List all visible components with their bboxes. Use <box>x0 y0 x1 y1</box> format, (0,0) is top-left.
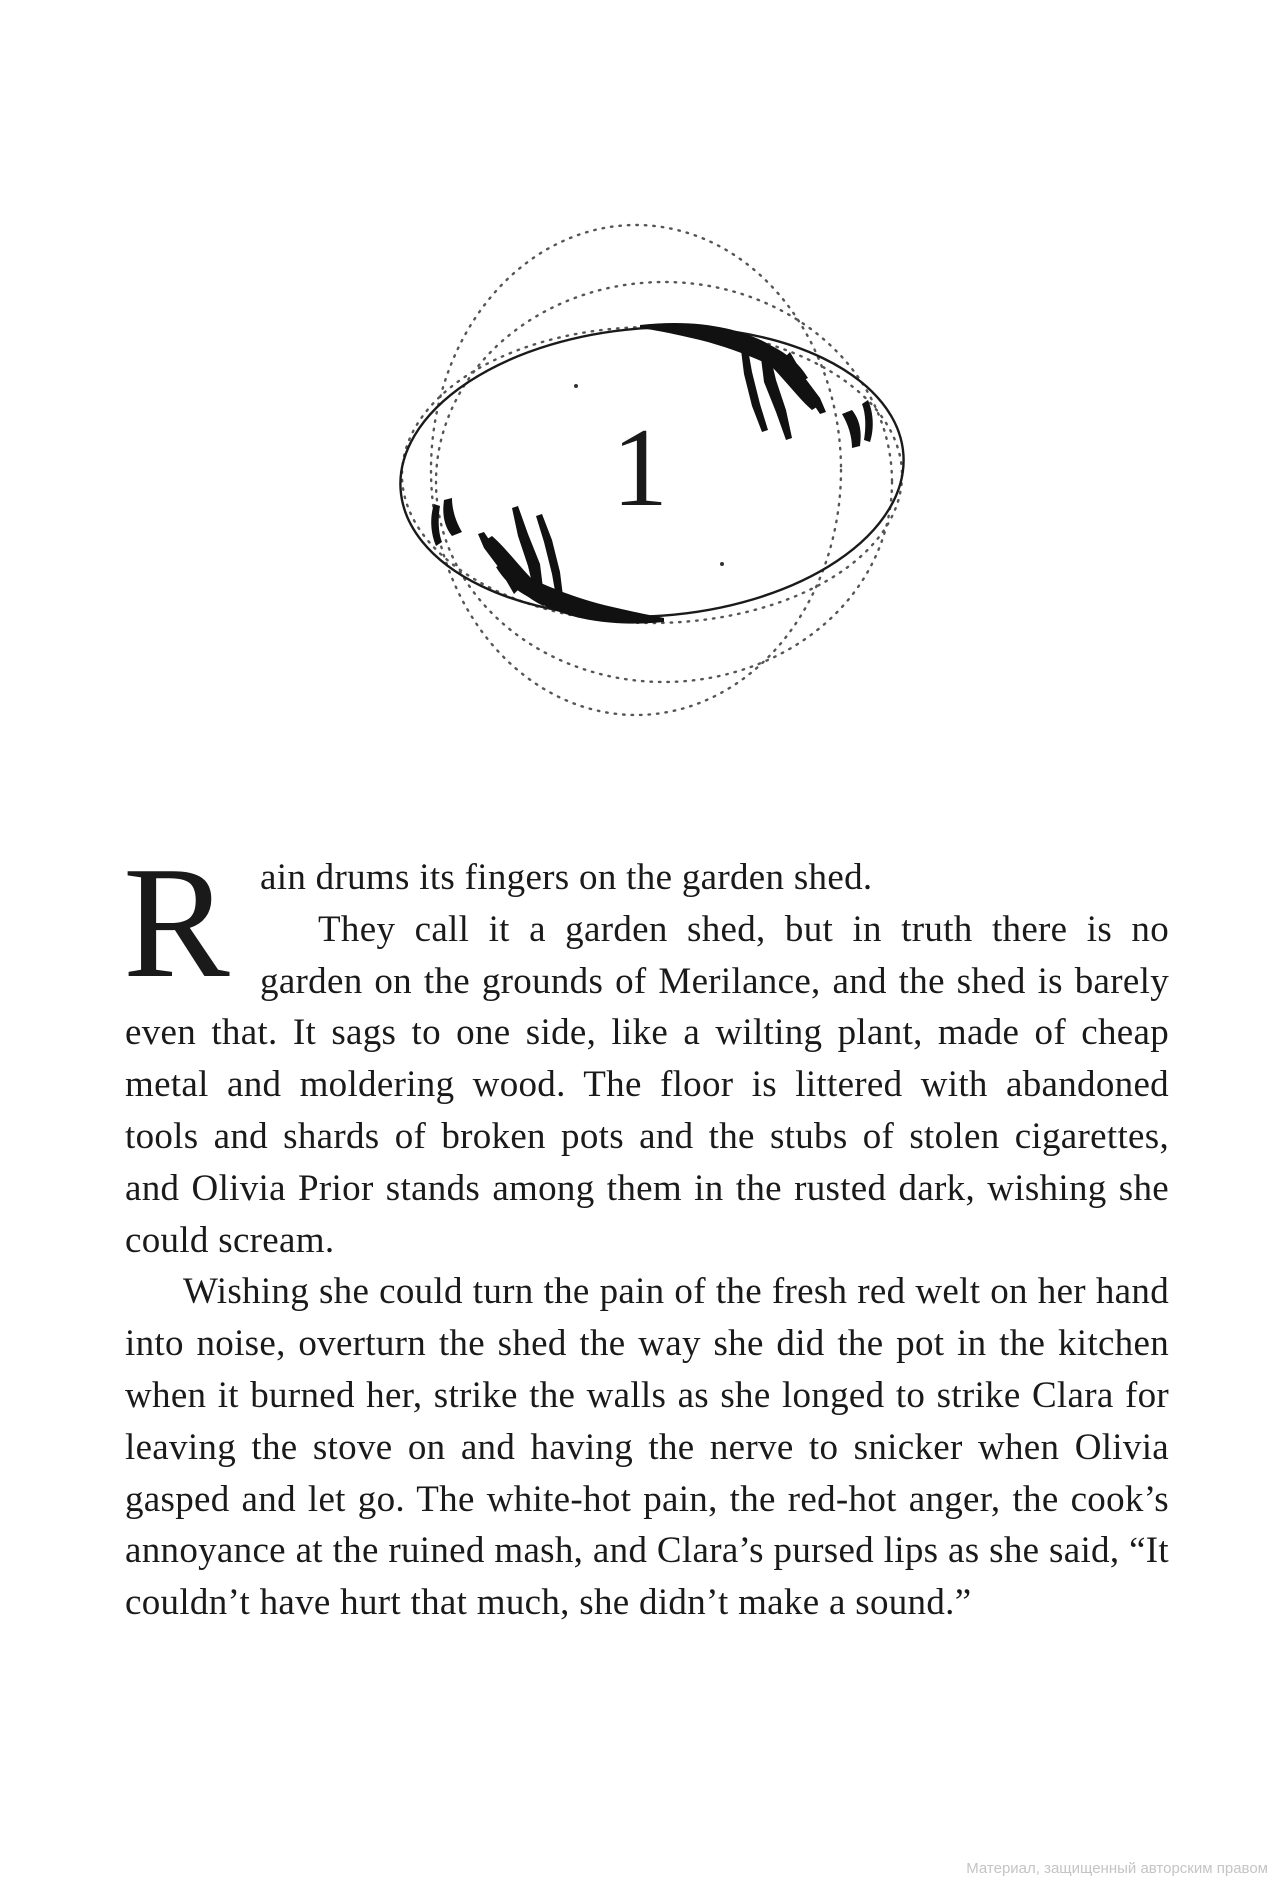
paragraph-1: ain drums its fingers on the garden shed. <box>260 857 873 898</box>
paragraph-2: They call it a garden shed, but in truth there is no garden on the grounds of Merilance, and the shed is barely even that. It sags to one side, like a wilting plant, made of cheap metal and moldering wood. The floor is littered with abandoned tools and shards of broken pots and the stubs of stolen cigarettes, and Olivia Prior stands among them in the rusted dark, wishing she could scream. <box>125 908 1169 1261</box>
drop-cap: R <box>123 833 231 1011</box>
chapter-body-text <box>123 833 1169 1629</box>
chapter-number: 1 <box>612 406 668 530</box>
copyright-watermark: Материал, защищенный авторским правом <box>966 1860 1268 1877</box>
paragraph-3: Wishing she could turn the pain of the fresh red welt on her hand into noise, overturn the shed the way she did the pot in the kitchen when it burned her, strike the walls as she longed to strike Clara for leaving the stove on and having the nerve to snicker when Olivia gasped and let go. The white-hot pain, the red-hot anger, the cook’s annoyance at the ruined mash, and Clara’s pursed lips as she said, “It couldn’t have hurt that much, she didn’t make a sound.” <box>125 1271 1169 1624</box>
skeletal-hands-oval-ornament-icon <box>0 0 1280 760</box>
